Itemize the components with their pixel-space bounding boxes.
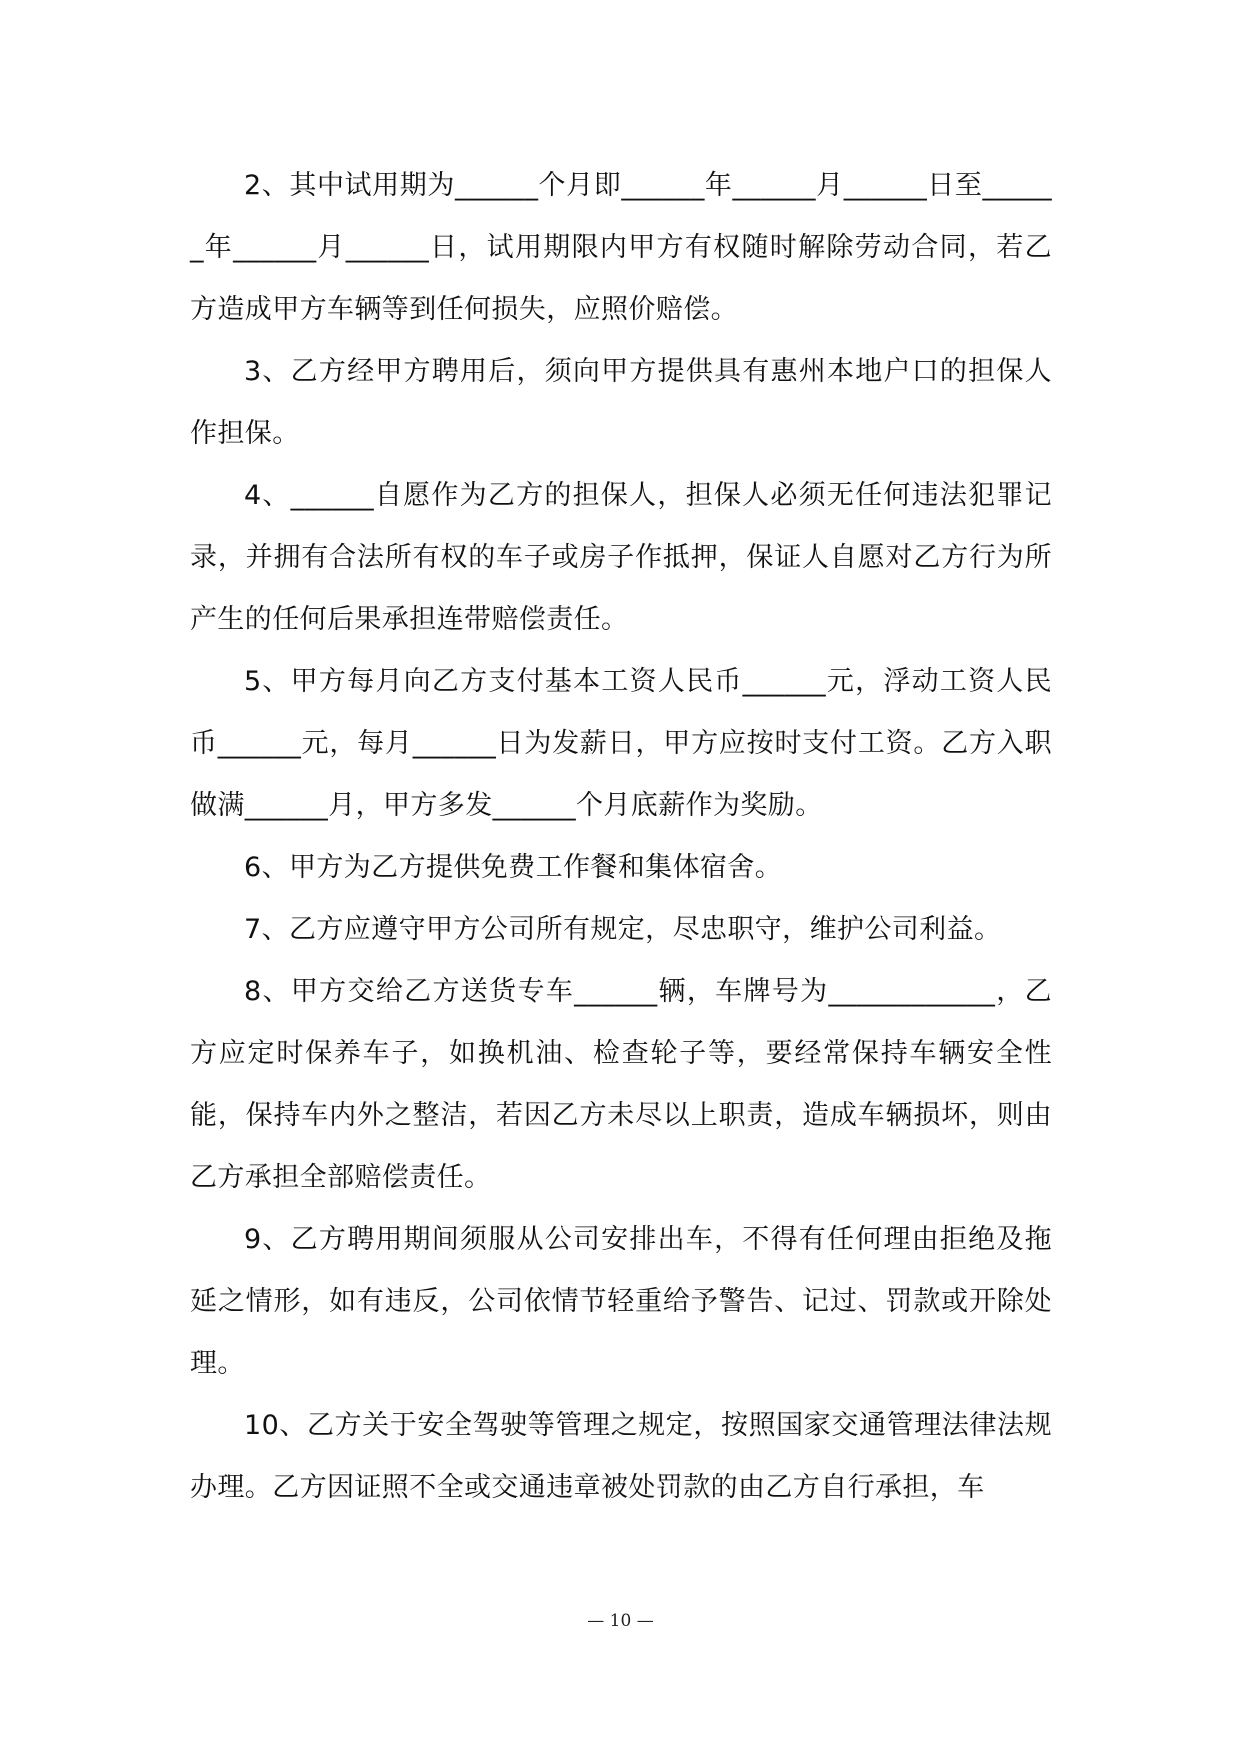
clause-8: 8、甲方交给乙方送货专车______辆，车牌号为____________，乙方应定时保养车子，如换机油、检查轮子等，要经常保持车辆安全性能，保持车内外之整洁，若因乙方未尽以上职责，造成车辆损坏，则由乙方承担全部赔偿责任。 bbox=[190, 976, 1052, 1193]
clause-3: 3、乙方经甲方聘用后，须向甲方提供具有惠州本地户口的担保人作担保。 bbox=[190, 356, 1052, 449]
clause-10: 10、乙方关于安全驾驶等管理之规定，按照国家交通管理法律法规办理。乙方因证照不全或交通违章被处罚款的由乙方自行承担，车 bbox=[190, 1410, 1052, 1503]
clause-9: 9、乙方聘用期间须服从公司安排出车，不得有任何理由拒绝及拖延之情形，如有违反，公司依情节轻重给予警告、记过、罚款或开除处理。 bbox=[190, 1224, 1052, 1379]
page-number: — 10 — bbox=[587, 1611, 654, 1631]
clause-4: 4、______自愿作为乙方的担保人，担保人必须无任何违法犯罪记录，并拥有合法所有权的车子或房子作抵押，保证人自愿对乙方行为所产生的任何后果承担连带赔偿责任。 bbox=[190, 480, 1052, 635]
clause-6: 6、甲方为乙方提供免费工作餐和集体宿舍。 bbox=[244, 852, 783, 883]
clause-2: 2、其中试用期为______个月即______年______月______日至______年______月______日，试用期限内甲方有权随时解除劳动合同，若乙方造成甲方车辆等到任何损失，应照价赔偿。 bbox=[190, 170, 1052, 325]
clause-5: 5、甲方每月向乙方支付基本工资人民币______元，浮动工资人民币______元，每月______日为发薪日，甲方应按时支付工资。乙方入职做满______月，甲方多发______个月底薪作为奖励。 bbox=[190, 666, 1052, 821]
document-body bbox=[190, 155, 1052, 1519]
clause-7: 7、乙方应遵守甲方公司所有规定，尽忠职守，维护公司利益。 bbox=[244, 914, 1002, 945]
